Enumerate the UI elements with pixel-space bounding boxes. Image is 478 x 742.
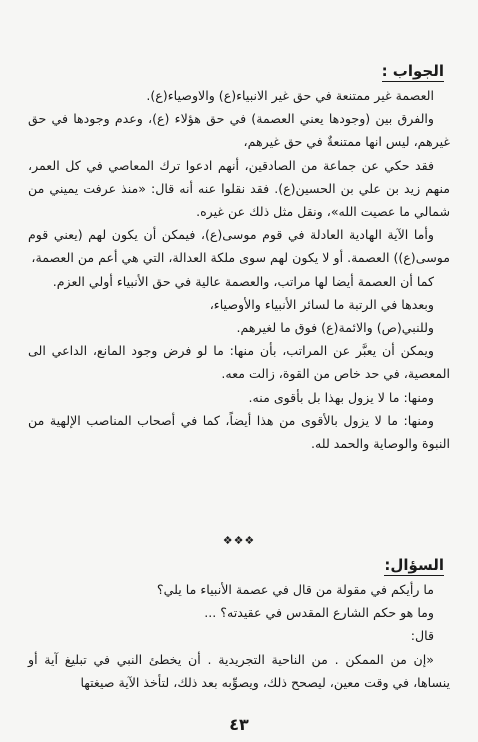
answer-paragraph: ومنها: ما لا يزول بالأقوى من هذا أيضاً، كما في أصحاب المناصب الإلهية من النبوة والوصاية والحمد لله. xyxy=(28,412,450,452)
answer-paragraph: فقد حكي عن جماعة من الصادقين، أنهم ادعوا ترك المعاصي في كل العمر، منهم زيد بن علي بن الحسين(ع). فقد نقلوا عنه أنه قال: «منذ عرفت يميني من شمالي ما عصيت الله»، ونقل مثل ذلك عن غيره. xyxy=(28,157,450,220)
question-paragraph: «إن من الممكن . من الناحية التجريدية . أن يخطئ النبي في تبليغ آية أو ينساها، في وقت معين، ليصحح ذلك، ويصوِّبه بعد ذلك، لتأخذ الآية صيغتها xyxy=(28,651,450,690)
answer-paragraph: ومنها: ما لا يزول بهذا بل بأقوى منه. xyxy=(248,389,434,405)
answer-paragraph: ويمكن أن يعبَّر عن المراتب، بأن منها: ما لو فرض وجود المانع، الداعي الى المعصية، في حد خاص من القوة، زالت معه. xyxy=(28,343,450,382)
answer-paragraph: وأما الآية الهادية العادلة في قوم موسى(ع)، فيمكن أن يكون لهم (يعني قوم موسى(ع)) العصمة. أو لا يكون لهم سوى ملكة العدالة، التي هي أعم من العصمة، xyxy=(28,227,450,266)
answer-paragraph: والفرق بين (وجودها يعني العصمة) في حق هؤلاء (ع)، وعدم وجودها في حق غيرهم، ليس انها ممتنعةٌ في حق غيرهم، xyxy=(28,111,450,150)
answer-heading: الجواب : xyxy=(381,62,444,80)
question-body xyxy=(28,578,450,694)
page-number: ٤٣ xyxy=(229,715,249,734)
question-heading: السؤال: xyxy=(384,556,444,574)
answer-paragraph: كما أن العصمة أيضا لها مراتب، والعصمة عالية في حق الأنبياء أولي العزم. xyxy=(52,273,434,289)
section-divider-ornament: ❖❖❖ xyxy=(222,534,256,547)
answer-paragraph: وللنبي(ص) والائمة(ع) فوق ما لغيرهم. xyxy=(236,320,434,336)
question-paragraph: ما رأيكم في مقولة من قال في عصمة الأنبياء ما يلي؟ xyxy=(156,582,434,597)
question-paragraph: قال: xyxy=(410,628,434,644)
answer-paragraph: وبعدها في الرتبة ما لسائر الأنبياء والأوصياء، xyxy=(209,296,434,312)
answer-body xyxy=(28,84,450,455)
question-paragraph: وما هو حكم الشارع المقدس في عقيدته؟ ... xyxy=(204,605,434,621)
answer-paragraph: العصمة غير ممتنعة في حق غير الانبياء(ع) والاوصياء(ع). xyxy=(146,88,434,103)
